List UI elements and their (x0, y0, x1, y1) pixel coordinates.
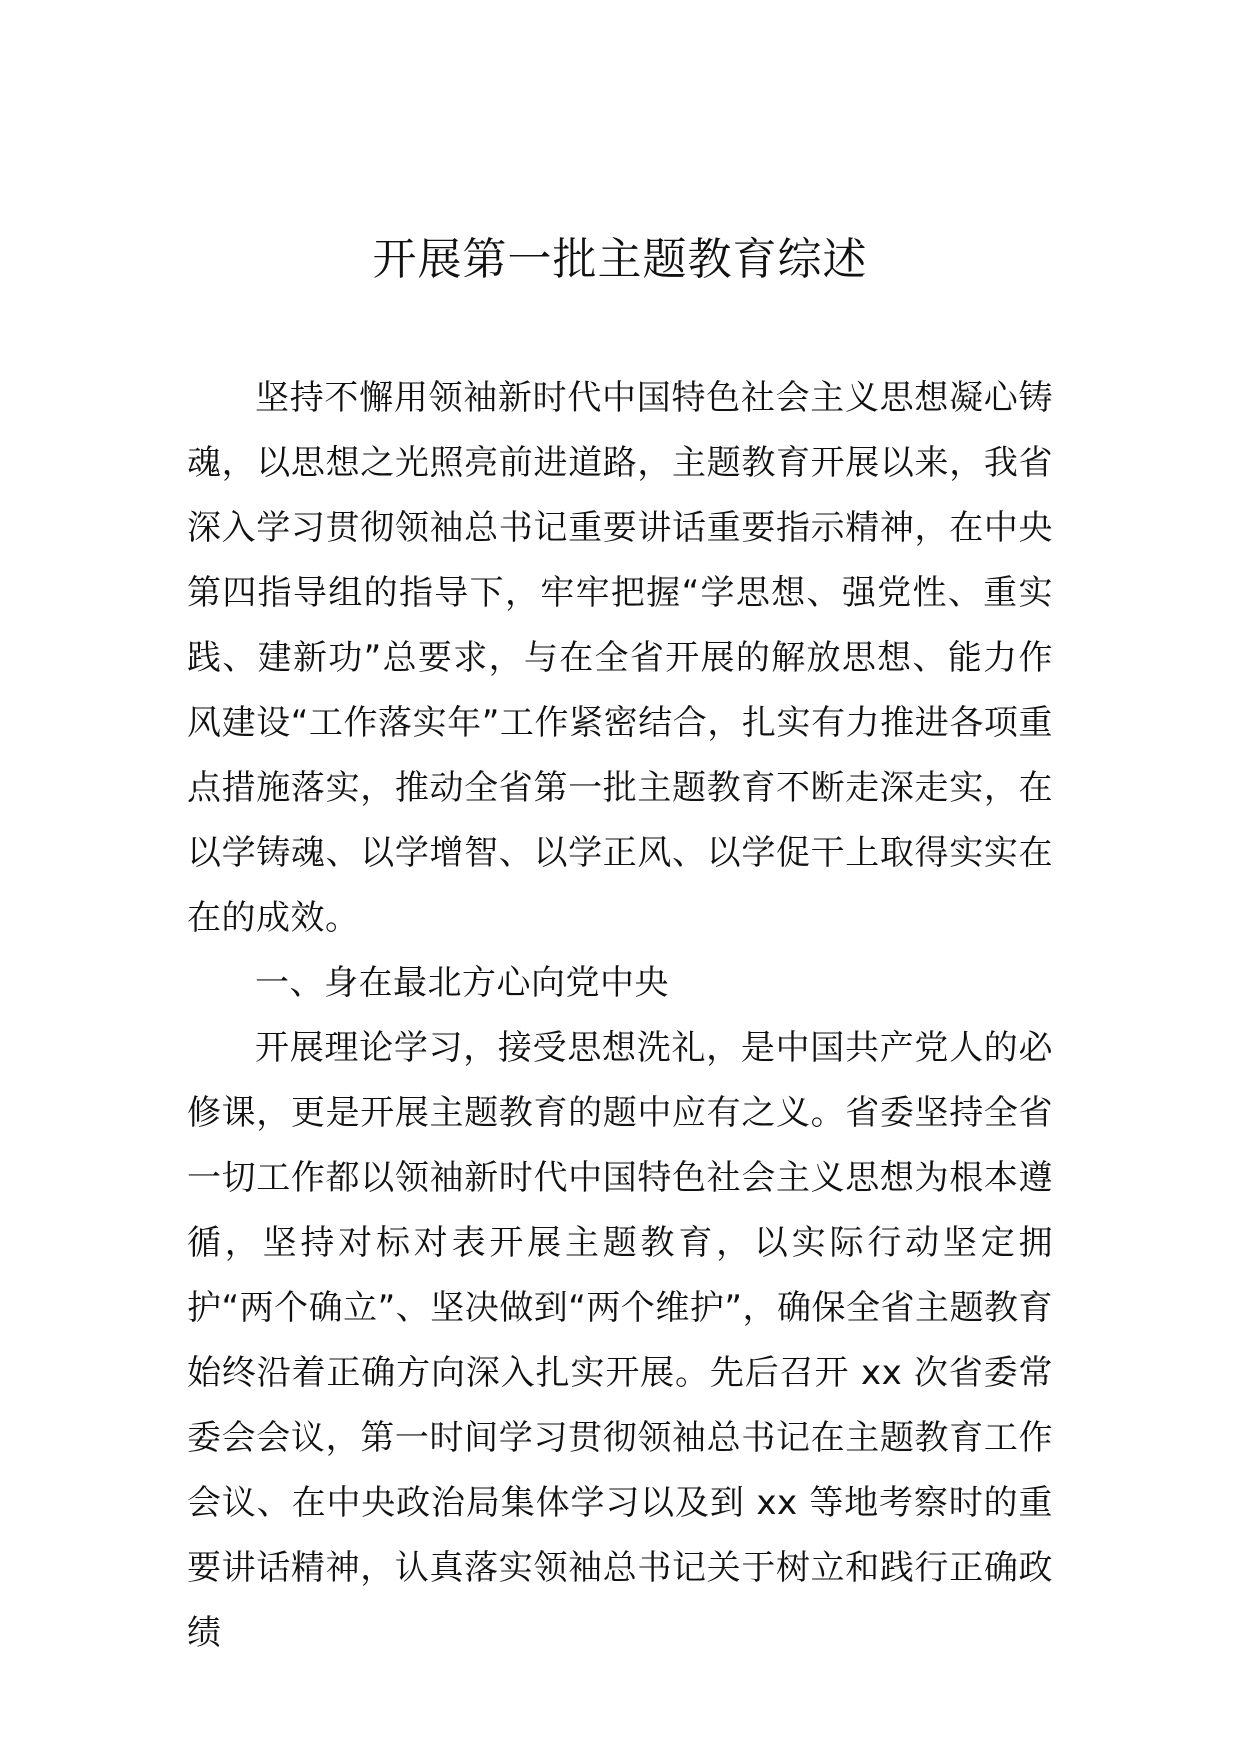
section-heading: 一、身在最北方心向党中央 (255, 963, 669, 1003)
section-paragraph: 开展理论学习，接受思想洗礼，是中国共产党人的必修课，更是开展主题教育的题中应有之义。省委坚持全省一切工作都以领袖新时代中国特色社会主义思想为根本遵循，坚持对标对表开展主题教育，以实际行动坚定拥护“两个确立”、坚决做到“两个维护”，确保全省主题教育始终沿着正确方向深入扎实开展。先后召开 xx 次省委常委会会议，第一时间学习贯彻领袖总书记在主题教育工作会议、在中央政治局集体学习以及到 xx 等地考察时的重要讲话精神，认真落实领袖总书记关于树立和践行正确政绩 (187, 1028, 1053, 1653)
document-body (187, 366, 1053, 1666)
intro-paragraph: 坚持不懈用领袖新时代中国特色社会主义思想凝心铸魂，以思想之光照亮前进道路，主题教育开展以来，我省深入学习贯彻领袖总书记重要讲话重要指示精神，在中央第四指导组的指导下，牢牢把握“学思想、强党性、重实践、建新功”总要求，与在全省开展的解放思想、能力作风建设“工作落实年”工作紧密结合，扎实有力推进各项重点措施落实，推动全省第一批主题教育不断走深走实，在以学铸魂、以学增智、以学正风、以学促干上取得实实在在的成效。 (187, 378, 1053, 938)
document-title: 开展第一批主题教育综述 (372, 234, 868, 285)
